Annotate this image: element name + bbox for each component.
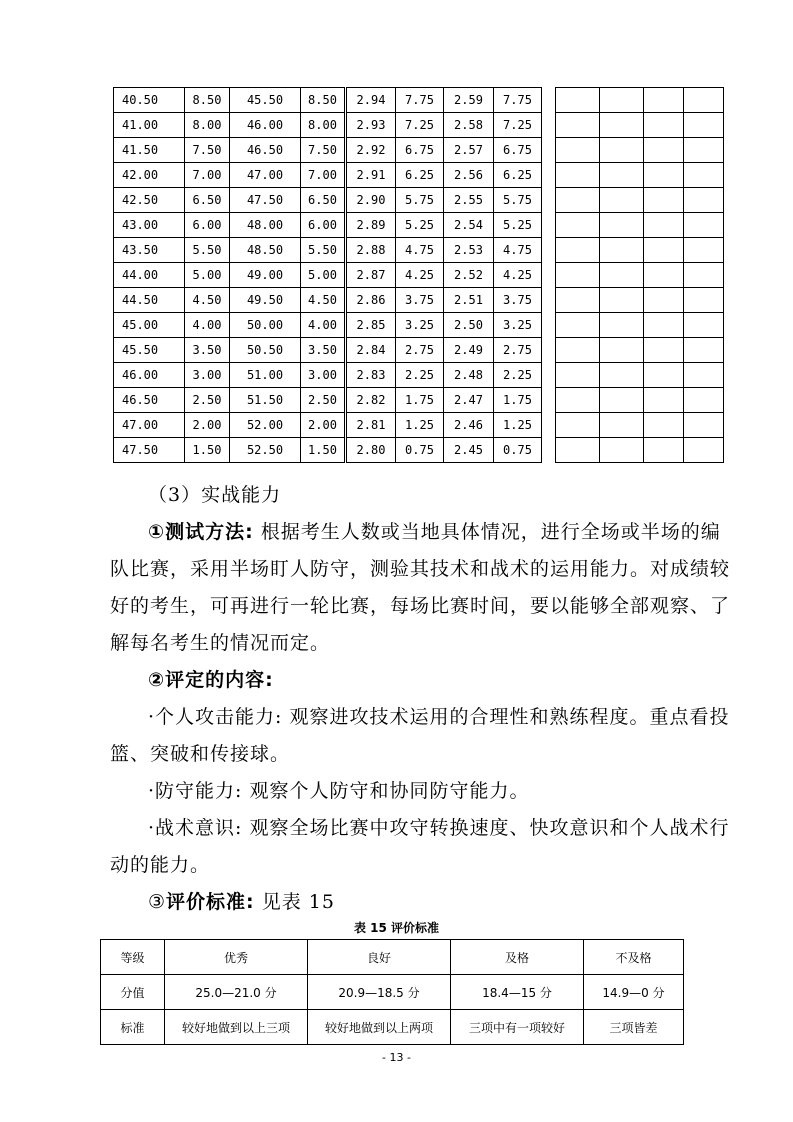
table-row xyxy=(114,313,724,338)
table-cell: 7.25 xyxy=(494,113,542,138)
table-cell: 优秀 xyxy=(165,940,308,975)
table-cell: 4.50 xyxy=(185,288,230,313)
table-cell: 8.00 xyxy=(185,113,230,138)
empty-cell xyxy=(684,263,724,288)
empty-cell xyxy=(600,338,644,363)
empty-cell xyxy=(644,263,684,288)
table-cell: 7.50 xyxy=(301,138,346,163)
table-cell: 2.80 xyxy=(346,438,396,463)
table-cell: 7.50 xyxy=(185,138,230,163)
table-cell: 3.00 xyxy=(185,363,230,388)
empty-cell xyxy=(684,238,724,263)
table-cell: 1.25 xyxy=(494,413,542,438)
empty-cell xyxy=(600,263,644,288)
table-cell: 2.93 xyxy=(346,113,396,138)
table-cell: 0.75 xyxy=(494,438,542,463)
table-cell: 较好地做到以上三项 xyxy=(165,1010,308,1045)
table-cell: 6.50 xyxy=(185,188,230,213)
table-cell: 3.25 xyxy=(396,313,444,338)
table-cell: 5.75 xyxy=(494,188,542,213)
test-method-paragraph xyxy=(110,514,730,662)
table-cell: 8.50 xyxy=(185,88,230,113)
table-cell: 1.50 xyxy=(301,438,346,463)
table-cell: 2.50 xyxy=(185,388,230,413)
empty-cell xyxy=(644,163,684,188)
table-cell: 6.75 xyxy=(494,138,542,163)
empty-cell xyxy=(556,338,600,363)
empty-cell xyxy=(644,438,684,463)
table-cell: 2.83 xyxy=(346,363,396,388)
table-cell: 14.9—0 分 xyxy=(584,975,684,1010)
table-cell: 2.51 xyxy=(444,288,494,313)
empty-cell xyxy=(684,288,724,313)
table-cell: 7.75 xyxy=(494,88,542,113)
table-cell: 7.75 xyxy=(396,88,444,113)
empty-cell xyxy=(542,313,556,338)
row-header-cell: 等级 xyxy=(101,940,165,975)
empty-cell xyxy=(644,313,684,338)
empty-cell xyxy=(556,238,600,263)
table-cell: 2.52 xyxy=(444,263,494,288)
empty-cell xyxy=(684,363,724,388)
empty-cell xyxy=(600,213,644,238)
section-heading: （3）实战能力 xyxy=(148,484,282,506)
table-cell: 2.54 xyxy=(444,213,494,238)
table-cell: 5.25 xyxy=(494,213,542,238)
table-cell: 5.75 xyxy=(396,188,444,213)
empty-cell xyxy=(542,438,556,463)
table-cell: 2.48 xyxy=(444,363,494,388)
table-cell: 6.00 xyxy=(301,213,346,238)
empty-cell xyxy=(644,338,684,363)
table-cell: 8.50 xyxy=(301,88,346,113)
criteria-prefix: ③ xyxy=(148,891,167,913)
table-cell: 45.00 xyxy=(114,313,185,338)
table-cell: 20.9—18.5 分 xyxy=(308,975,451,1010)
empty-cell xyxy=(542,338,556,363)
table-cell: 2.90 xyxy=(346,188,396,213)
table-cell: 51.00 xyxy=(230,363,301,388)
empty-cell xyxy=(684,113,724,138)
table-cell: 2.25 xyxy=(396,363,444,388)
table-cell: 2.94 xyxy=(346,88,396,113)
empty-cell xyxy=(684,438,724,463)
empty-cell xyxy=(556,263,600,288)
empty-cell xyxy=(644,113,684,138)
table-row xyxy=(114,363,724,388)
table-cell: 较好地做到以上两项 xyxy=(308,1010,451,1045)
empty-cell xyxy=(644,238,684,263)
table-cell: 52.00 xyxy=(230,413,301,438)
table-cell: 1.50 xyxy=(185,438,230,463)
empty-cell xyxy=(600,88,644,113)
table-cell: 48.50 xyxy=(230,238,301,263)
table-cell: 2.57 xyxy=(444,138,494,163)
table-cell: 2.53 xyxy=(444,238,494,263)
table-cell: 46.50 xyxy=(114,388,185,413)
table-cell: 4.00 xyxy=(185,313,230,338)
table-cell: 49.50 xyxy=(230,288,301,313)
table-cell: 43.50 xyxy=(114,238,185,263)
evaluation-table xyxy=(100,939,684,1045)
empty-cell xyxy=(542,138,556,163)
empty-cell xyxy=(556,163,600,188)
table-row xyxy=(101,975,684,1010)
table-cell: 41.00 xyxy=(114,113,185,138)
bullet-defense: ·防守能力: 观察个人防守和协同防守能力。 xyxy=(148,780,530,802)
table-cell: 25.0—21.0 分 xyxy=(165,975,308,1010)
table-row xyxy=(114,88,724,113)
table-cell: 50.00 xyxy=(230,313,301,338)
table-row xyxy=(114,188,724,213)
empty-cell xyxy=(600,113,644,138)
empty-cell xyxy=(556,188,600,213)
table-cell: 18.4—15 分 xyxy=(451,975,584,1010)
empty-cell xyxy=(556,413,600,438)
table-cell: 良好 xyxy=(308,940,451,975)
empty-cell xyxy=(644,188,684,213)
table-cell: 4.00 xyxy=(301,313,346,338)
table-cell: 5.00 xyxy=(185,263,230,288)
table-cell: 3.25 xyxy=(494,313,542,338)
table-cell: 2.92 xyxy=(346,138,396,163)
table-cell: 3.75 xyxy=(396,288,444,313)
bullet-attack: ·个人攻击能力: 观察进攻技术运用的合理性和熟练程度。重点看投篮、突破和传接球。 xyxy=(110,706,730,765)
empty-cell xyxy=(556,288,600,313)
table-cell: 2.75 xyxy=(494,338,542,363)
empty-cell xyxy=(542,88,556,113)
criteria-label: 评价标准: xyxy=(166,891,255,913)
table-cell: 44.00 xyxy=(114,263,185,288)
table-cell: 2.87 xyxy=(346,263,396,288)
criteria-paragraph xyxy=(110,884,730,921)
table-cell: 2.25 xyxy=(494,363,542,388)
empty-cell xyxy=(542,238,556,263)
table-cell: 45.50 xyxy=(230,88,301,113)
empty-cell xyxy=(600,163,644,188)
score-table xyxy=(113,87,724,463)
table-cell: 42.50 xyxy=(114,188,185,213)
empty-cell xyxy=(600,288,644,313)
empty-cell xyxy=(600,388,644,413)
table-cell: 4.75 xyxy=(494,238,542,263)
table-cell: 7.25 xyxy=(396,113,444,138)
test-method-text: 根据考生人数或当地具体情况，进行全场或半场的编队比赛，采用半场盯人防守，测验其技术和战术的运用能力。对成绩较好的考生，可再进行一轮比赛，每场比赛时间，要以能够全部观察、了解每名考生的情况而定。 xyxy=(110,521,731,654)
table-cell: 2.59 xyxy=(444,88,494,113)
table-cell: 2.89 xyxy=(346,213,396,238)
table-cell: 4.75 xyxy=(396,238,444,263)
table-cell: 2.47 xyxy=(444,388,494,413)
empty-cell xyxy=(644,413,684,438)
empty-cell xyxy=(556,213,600,238)
table-cell: 2.81 xyxy=(346,413,396,438)
table-cell: 3.50 xyxy=(301,338,346,363)
table-cell: 2.58 xyxy=(444,113,494,138)
table-cell: 4.50 xyxy=(301,288,346,313)
empty-cell xyxy=(556,388,600,413)
empty-cell xyxy=(644,213,684,238)
table-row xyxy=(114,163,724,188)
empty-cell xyxy=(684,388,724,413)
table-cell: 2.82 xyxy=(346,388,396,413)
evaluation-content-label: ②评定的内容: xyxy=(148,669,274,691)
table-cell: 0.75 xyxy=(396,438,444,463)
empty-cell xyxy=(556,438,600,463)
table-cell: 3.00 xyxy=(301,363,346,388)
criteria-text: 见表 15 xyxy=(254,891,335,913)
table-cell: 不及格 xyxy=(584,940,684,975)
table-cell: 50.50 xyxy=(230,338,301,363)
table-cell: 7.00 xyxy=(185,163,230,188)
table-cell: 6.25 xyxy=(494,163,542,188)
empty-cell xyxy=(644,138,684,163)
table-cell: 42.00 xyxy=(114,163,185,188)
table-cell: 及格 xyxy=(451,940,584,975)
table-cell: 2.84 xyxy=(346,338,396,363)
table-cell: 7.00 xyxy=(301,163,346,188)
table-cell: 47.50 xyxy=(114,438,185,463)
table-cell: 5.00 xyxy=(301,263,346,288)
table-row xyxy=(114,263,724,288)
empty-cell xyxy=(684,338,724,363)
table-cell: 4.25 xyxy=(494,263,542,288)
table-row xyxy=(114,238,724,263)
empty-cell xyxy=(542,363,556,388)
table-cell: 2.85 xyxy=(346,313,396,338)
empty-cell xyxy=(684,188,724,213)
table-cell: 52.50 xyxy=(230,438,301,463)
empty-cell xyxy=(542,113,556,138)
table-cell: 5.50 xyxy=(301,238,346,263)
table-cell: 47.00 xyxy=(114,413,185,438)
table-cell: 48.00 xyxy=(230,213,301,238)
table-cell: 1.75 xyxy=(396,388,444,413)
empty-cell xyxy=(684,413,724,438)
table-cell: 45.50 xyxy=(114,338,185,363)
empty-cell xyxy=(644,288,684,313)
table-cell: 6.25 xyxy=(396,163,444,188)
table-cell: 2.88 xyxy=(346,238,396,263)
empty-cell xyxy=(600,188,644,213)
table-cell: 43.00 xyxy=(114,213,185,238)
table-cell: 2.91 xyxy=(346,163,396,188)
empty-cell xyxy=(556,138,600,163)
row-header-cell: 分值 xyxy=(101,975,165,1010)
table-cell: 49.00 xyxy=(230,263,301,288)
table-cell: 2.50 xyxy=(301,388,346,413)
table-row xyxy=(114,438,724,463)
table-cell: 5.50 xyxy=(185,238,230,263)
empty-cell xyxy=(542,188,556,213)
table-cell: 6.00 xyxy=(185,213,230,238)
table-cell: 47.50 xyxy=(230,188,301,213)
table-row xyxy=(114,113,724,138)
empty-cell xyxy=(542,388,556,413)
table-cell: 2.55 xyxy=(444,188,494,213)
empty-cell xyxy=(556,363,600,388)
table-cell: 三项皆差 xyxy=(584,1010,684,1045)
table-cell: 2.49 xyxy=(444,338,494,363)
table-cell: 5.25 xyxy=(396,213,444,238)
empty-cell xyxy=(684,313,724,338)
table-cell: 8.00 xyxy=(301,113,346,138)
table-cell: 40.50 xyxy=(114,88,185,113)
empty-cell xyxy=(684,138,724,163)
table-cell: 51.50 xyxy=(230,388,301,413)
table-cell: 6.50 xyxy=(301,188,346,213)
table-cell: 2.75 xyxy=(396,338,444,363)
table-cell: 46.00 xyxy=(114,363,185,388)
table-cell: 2.50 xyxy=(444,313,494,338)
bullet-tactics: ·战术意识: 观察全场比赛中攻守转换速度、快攻意识和个人战术行动的能力。 xyxy=(110,817,730,876)
table-cell: 2.00 xyxy=(301,413,346,438)
empty-cell xyxy=(542,288,556,313)
table-cell: 1.25 xyxy=(396,413,444,438)
empty-cell xyxy=(542,163,556,188)
table-cell: 2.46 xyxy=(444,413,494,438)
table-cell: 2.00 xyxy=(185,413,230,438)
empty-cell xyxy=(600,413,644,438)
empty-cell xyxy=(600,438,644,463)
table-row xyxy=(114,388,724,413)
page-number: - 13 - xyxy=(382,1051,411,1064)
empty-cell xyxy=(542,413,556,438)
table-row xyxy=(114,138,724,163)
table-cell: 三项中有一项较好 xyxy=(451,1010,584,1045)
empty-cell xyxy=(644,88,684,113)
empty-cell xyxy=(600,363,644,388)
table-cell: 6.75 xyxy=(396,138,444,163)
table-caption: 表 15 评价标准 xyxy=(353,921,440,935)
empty-cell xyxy=(556,313,600,338)
empty-cell xyxy=(542,263,556,288)
empty-cell xyxy=(556,88,600,113)
table-cell: 2.86 xyxy=(346,288,396,313)
empty-cell xyxy=(542,213,556,238)
table-cell: 3.50 xyxy=(185,338,230,363)
table-cell: 46.50 xyxy=(230,138,301,163)
table-row xyxy=(114,413,724,438)
table-row xyxy=(114,288,724,313)
table-row xyxy=(101,940,684,975)
empty-cell xyxy=(684,163,724,188)
table-cell: 2.56 xyxy=(444,163,494,188)
table-cell: 46.00 xyxy=(230,113,301,138)
empty-cell xyxy=(600,313,644,338)
table-cell: 4.25 xyxy=(396,263,444,288)
table-cell: 47.00 xyxy=(230,163,301,188)
table-cell: 41.50 xyxy=(114,138,185,163)
empty-cell xyxy=(684,213,724,238)
empty-cell xyxy=(644,363,684,388)
table-row xyxy=(114,338,724,363)
empty-cell xyxy=(600,138,644,163)
test-method-label: ①测试方法: xyxy=(148,521,254,543)
empty-cell xyxy=(684,88,724,113)
table-row xyxy=(114,213,724,238)
table-cell: 1.75 xyxy=(494,388,542,413)
empty-cell xyxy=(556,113,600,138)
table-row xyxy=(101,1010,684,1045)
table-cell: 2.45 xyxy=(444,438,494,463)
table-cell: 44.50 xyxy=(114,288,185,313)
empty-cell xyxy=(600,238,644,263)
empty-cell xyxy=(644,388,684,413)
row-header-cell: 标准 xyxy=(101,1010,165,1045)
table-cell: 3.75 xyxy=(494,288,542,313)
